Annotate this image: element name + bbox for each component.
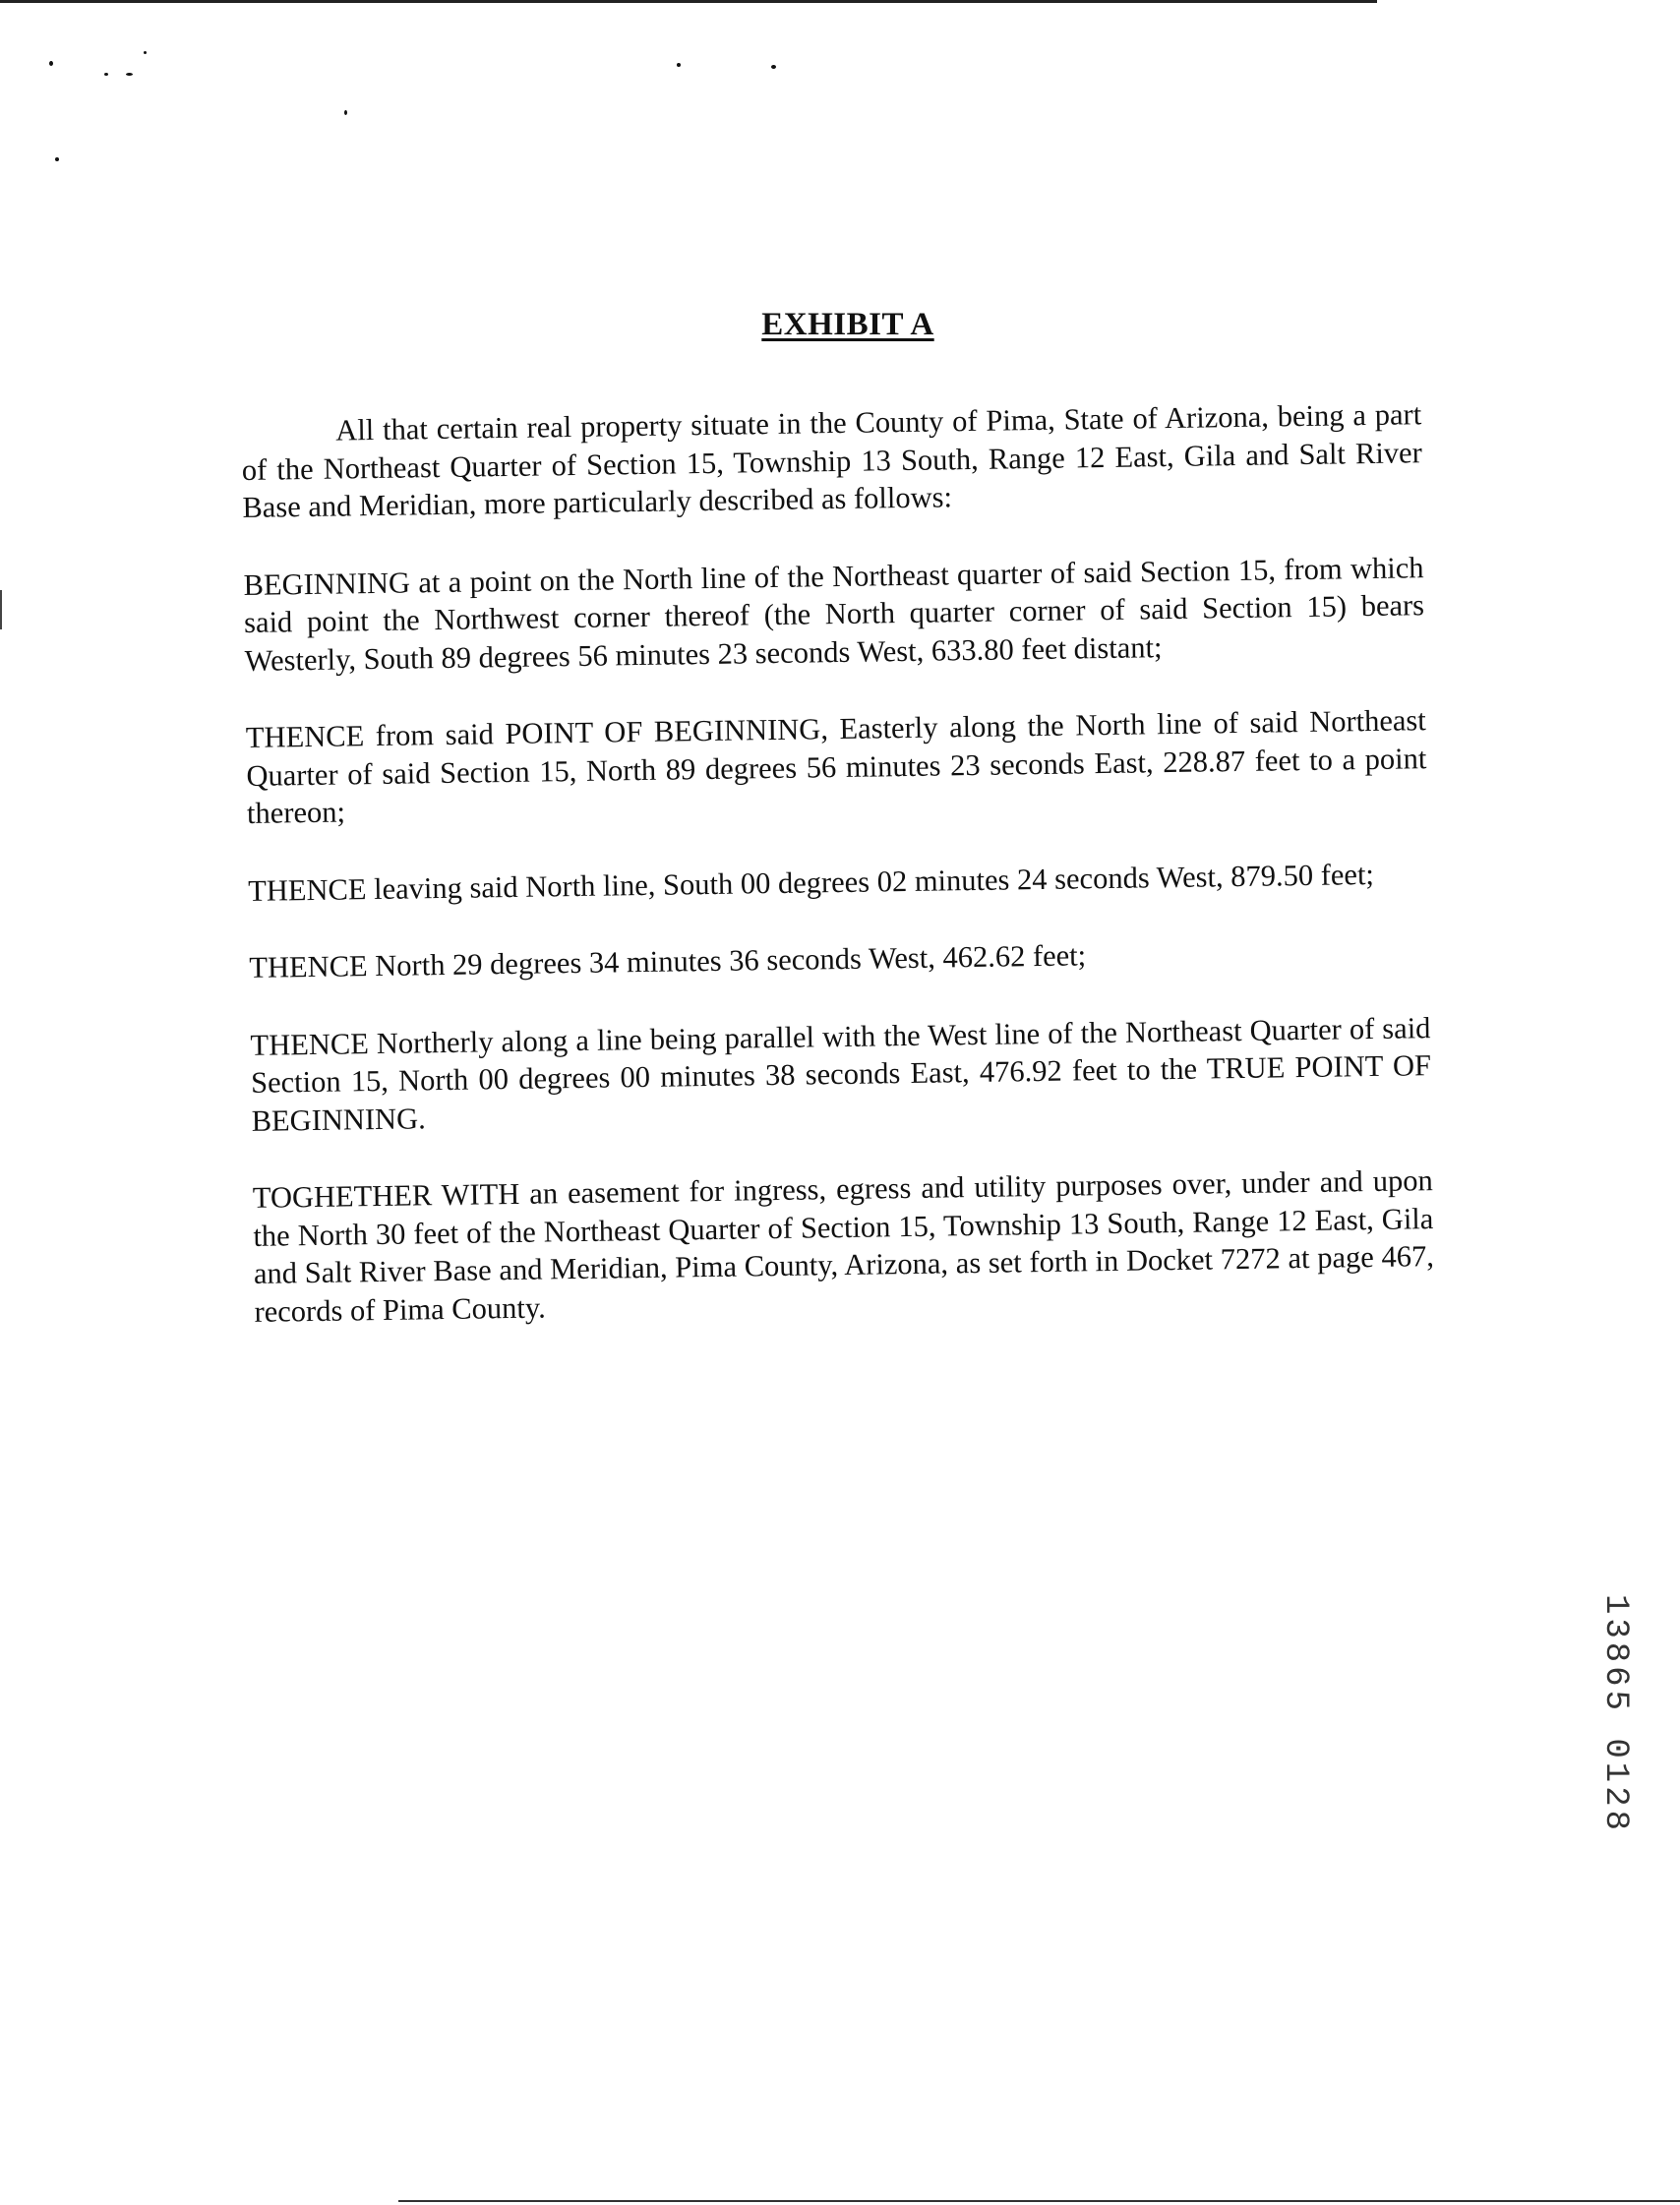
document-title: EXHIBIT A [761, 307, 934, 342]
scan-edge-left [0, 590, 2, 629]
scan-speck [104, 73, 108, 76]
scan-speck [677, 63, 681, 67]
docket-stamp [1586, 1581, 1645, 1847]
scan-speck [771, 65, 776, 69]
legal-description [241, 395, 1435, 1370]
thence-north-west-paragraph: THENCE North 29 degrees 34 minutes 36 seconds West, 462.62 feet; [249, 938, 1087, 984]
thence-easterly-paragraph: THENCE from said POINT OF BEGINNING, Easterly along the North line of said Northeast Quarter of said Section 15, North 89 degrees 56 minutes 23 seconds East, 228.87 feet to a point thereon; [245, 703, 1427, 830]
scan-speck [55, 157, 59, 161]
thence-south-paragraph: THENCE leaving said North line, South 00 degrees 02 minutes 24 seconds West, 879.50 feet; [247, 857, 1375, 908]
scan-speck [144, 51, 147, 54]
scan-speck [344, 110, 347, 115]
scan-speck [126, 73, 133, 76]
beginning-paragraph: BEGINNING at a point on the North line of the Northeast quarter of said Section 15, from which said point the Northwest corner thereof (the North quarter corner of said Section 15) bears Westerly, South 89 degrees 56 minutes 23 seconds West, 633.80 feet distant; [243, 550, 1425, 678]
thence-northerly-paragraph: THENCE Northerly along a line being parallel with the West line of the Northeast Quarter of said Section 15, North 00 degrees 00 minutes 38 seconds East, 476.92 feet to the TRUE POINT OF BEGINNING. [250, 1010, 1432, 1138]
scan-edge-bottom [398, 2200, 1680, 2202]
scan-speck [49, 61, 53, 66]
docket-stamp-number: 13865 0128 [1596, 1593, 1634, 1835]
scan-edge-top [0, 0, 1377, 3]
intro-paragraph: All that certain real property situate in the County of Pima, State of Arizona, being a part of the Northeast Quarter of Section 15, Township 13 South, Range 12 East, Gila and Salt River Base and Meridian, more particularly described as follows: [241, 397, 1422, 524]
easement-paragraph: TOGHETHER WITH an easement for ingress, egress and utility purposes over, under and upon the North 30 feet of the Northeast Quarter of Section 15, Township 13 South, Range 12 East, Gila and Salt River Base and Meridian, Pima County, Arizona, as set forth in Docket 7272 at page 467, records of Pima County. [252, 1163, 1435, 1329]
